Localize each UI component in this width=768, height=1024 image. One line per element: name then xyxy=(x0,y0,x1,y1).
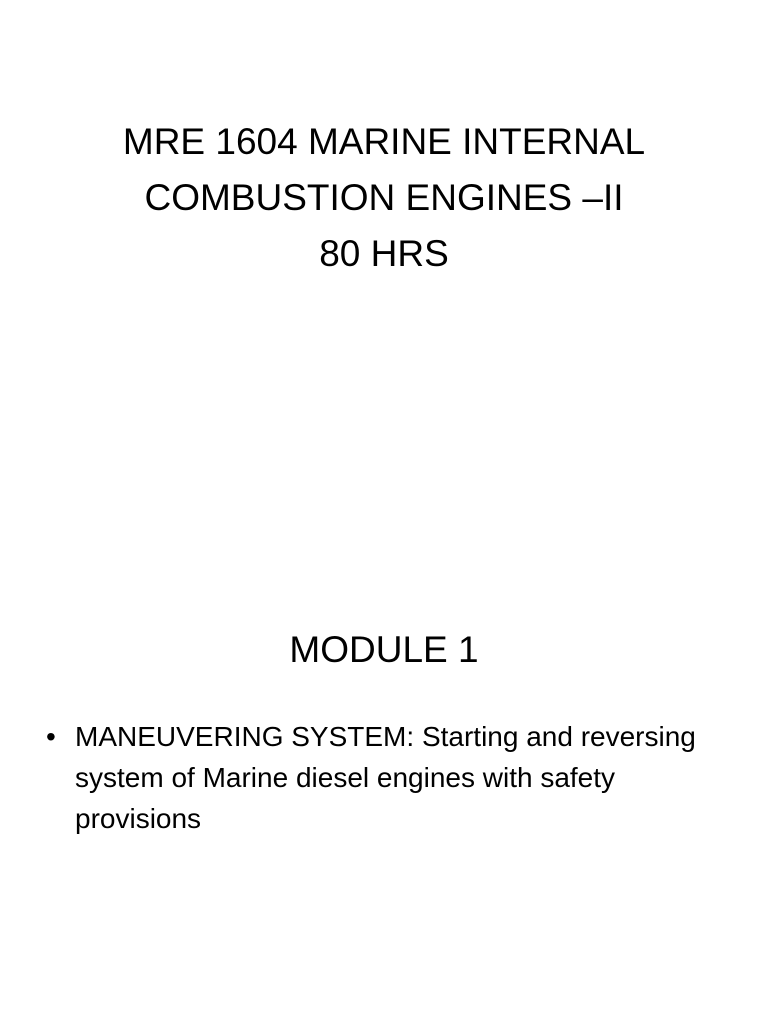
bullet-marker: • xyxy=(46,721,56,752)
list-item xyxy=(46,716,736,839)
title-line-1: MRE 1604 MARINE INTERNAL xyxy=(122,121,646,162)
bullet-list xyxy=(46,716,736,839)
title-line-3: 80 HRS xyxy=(319,233,449,274)
bullet-text: MANEUVERING SYSTEM: Starting and reversing system of Marine diesel engines with safety provisions xyxy=(75,721,696,834)
slide-title xyxy=(0,114,768,282)
title-line-2: COMBUSTION ENGINES –II xyxy=(144,177,624,218)
module-heading: MODULE 1 xyxy=(289,629,479,670)
